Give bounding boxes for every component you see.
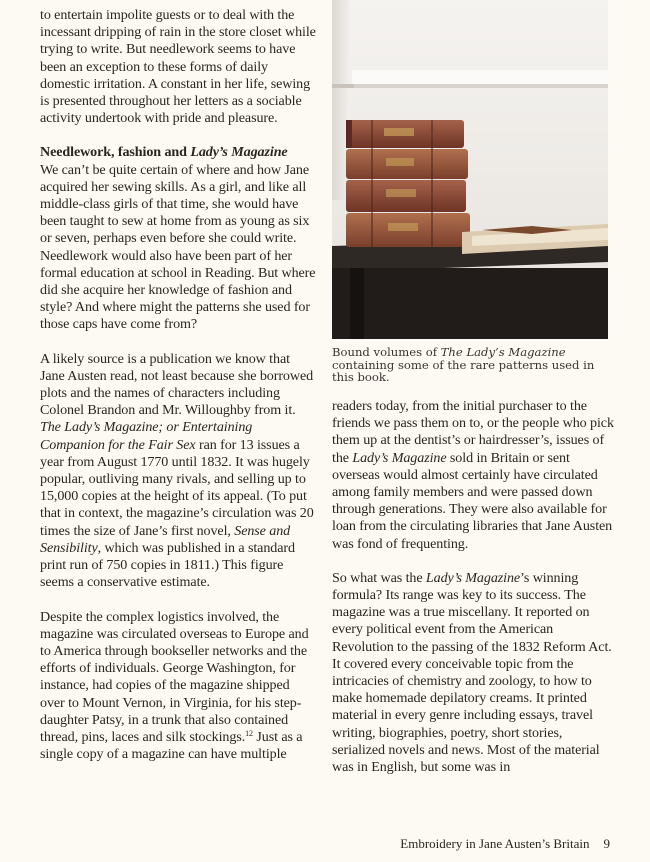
paragraph: So what was the Lady’s Magazine’s winning formula? Its range was key to its success. The magazine was a true miscellany. It reported on every political event from the American Revolution to the passing of the 1832 Reform Act. It covered every conceivable topic from the intricacies of chemistry and zoology, to how to make homemade depilatory creams. It printed material in every genre including essays, travel writing, biographies, poetry, short stories, serialized novels and news. Most of the material was in English, but some was in bbox=[332, 569, 612, 776]
footnote-marker[interactable]: 12 bbox=[245, 728, 253, 738]
right-column bbox=[332, 398, 614, 776]
photo-caption: Bound volumes of The Lady’s Magazine containing some of the rare patterns used in this book. bbox=[332, 345, 595, 384]
running-title: Embroidery in Jane Austen’s Britain bbox=[400, 836, 590, 851]
page-footer bbox=[400, 836, 610, 852]
paragraph: A likely source is a publication we know that Jane Austen read, not least because she borrowed plots and the names of characters including Colonel Brandon and Mr. Willoughby from it. The Lady’s Magazine; or Entertaining Companion for the Fair Sex ran for 13 issues a year from August 1770 until 1832. It was hugely popular, outliving many rivals, and selling up to 15,000 copies at the height of its appeal. (To put that in context, the magazine’s circulation was 20 times the size of Jane’s first novel, Sense and Sensibility, which was published in a standard print run of 750 copies in 1811.) This figure seems a conservative estimate. bbox=[40, 350, 314, 591]
left-column bbox=[40, 7, 316, 763]
paragraph: We can’t be quite certain of where and how Jane acquired her sewing skills. As a girl, and like all middle-class girls of that time, she would have been taught to sew at home from as young as six or seven, perhaps even before she could write. Needlework would also have been part of her formal education at school in Reading. But where did she acquire her knowledge of fashion and style? And where might the patterns she used for those caps have come from? bbox=[40, 161, 316, 333]
paragraph: readers today, from the initial purchaser to the friends we pass them on to, or the people who pick them up at the dentist’s or hairdresser’s, issues of the Lady’s Magazine sold in Britain or sent overseas would almost certainly have circulated among family members and were passed down through generations. They were also available for loan from the circulating libraries that Jane Austen was fond of frequenting. bbox=[332, 398, 614, 552]
page-number: 9 bbox=[603, 836, 610, 851]
books-illustration bbox=[332, 0, 608, 339]
paragraph: to entertain impolite guests or to deal with the incessant dripping of rain in the store closet while trying to write. But needlework seems to have been an exception to these forms of daily domestic irritation. A constant in her life, sewing is presented throughout her letters as a sociable activity undertook with pride and pleasure. bbox=[40, 7, 316, 127]
book-stack bbox=[346, 120, 470, 247]
paragraph: Despite the complex logistics involved, the magazine was circulated overseas to Europe and to America through bookseller networks and the efforts of individuals. George Washington, for instance, had copies of the magazine shipped over to Mount Vernon, in Virginia, for his step-daughter Patsy, in a trunk that also contained thread, pins, laces and silk stockings.$^{12}$ Just as a single copy of a magazine can have multiple bbox=[40, 608, 309, 763]
stacked-books-photo bbox=[332, 0, 608, 339]
section-heading: Needlework, fashion and Lady’s Magazine bbox=[40, 144, 288, 161]
